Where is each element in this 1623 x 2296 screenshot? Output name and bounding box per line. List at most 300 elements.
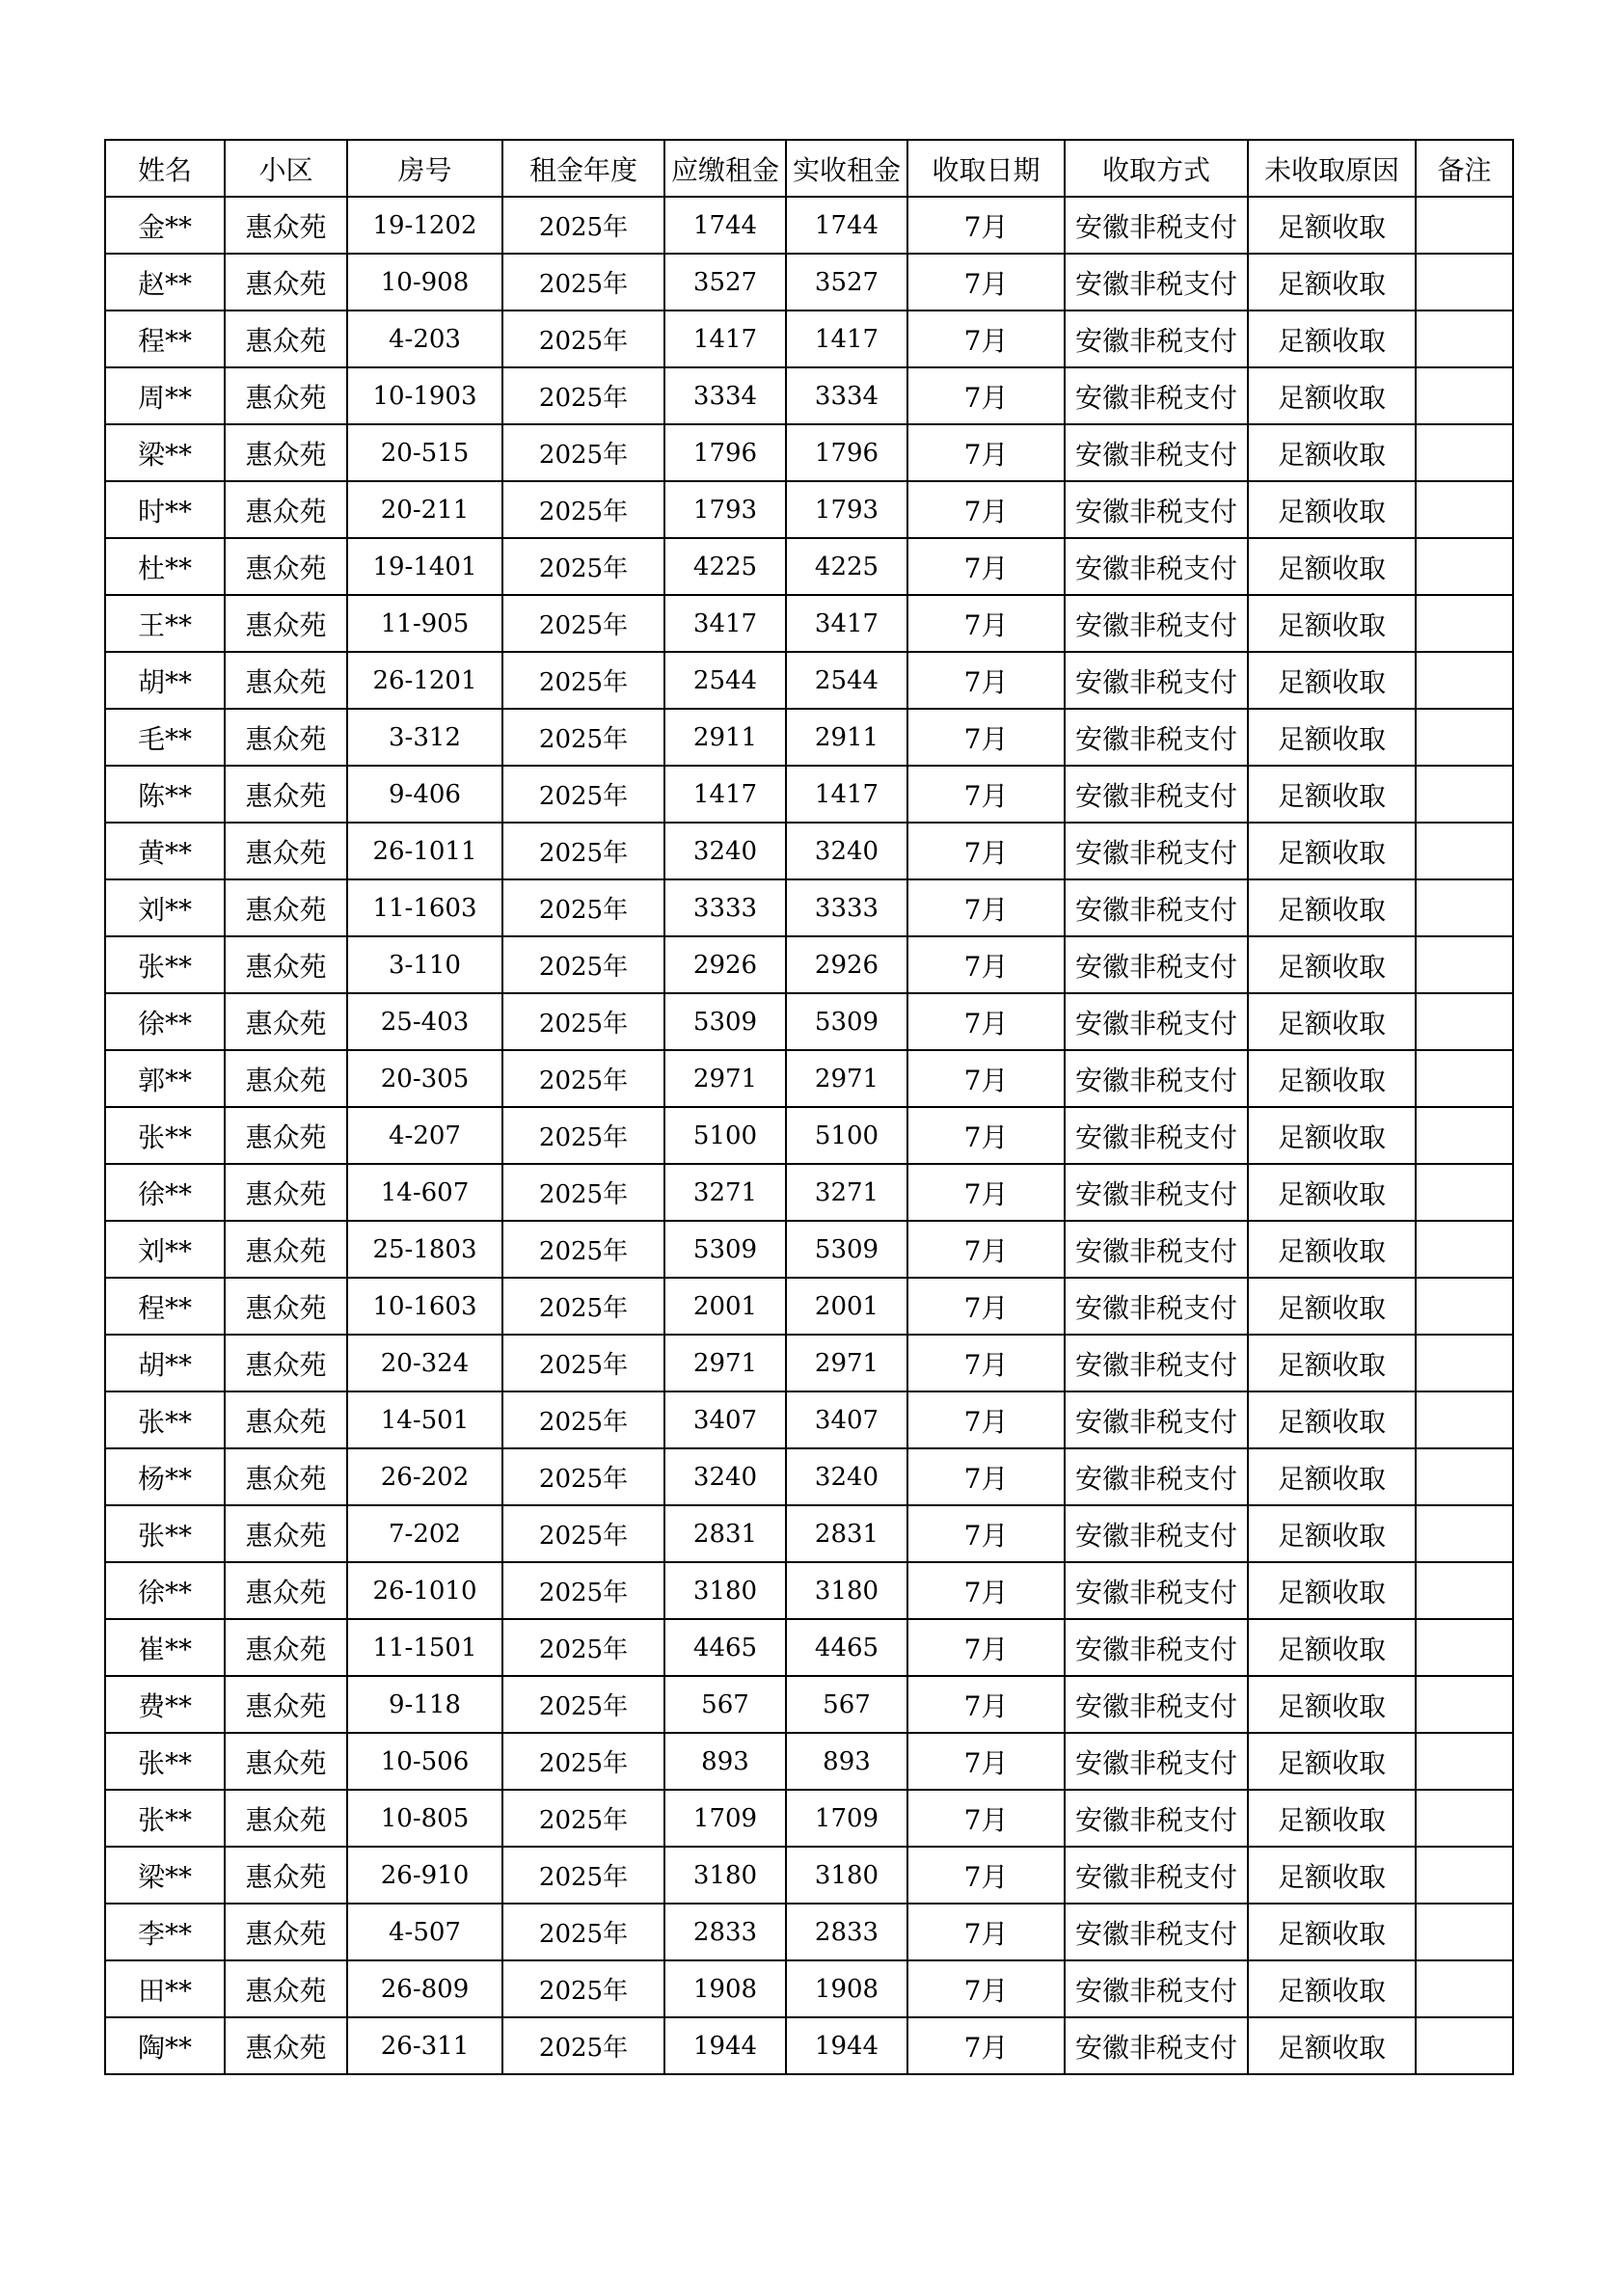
remarks-cell — [1416, 1448, 1513, 1505]
table-row — [105, 1278, 1513, 1335]
rent-due-cell: 1709 — [664, 1790, 786, 1847]
community-cell: 惠众苑 — [225, 1164, 347, 1221]
rent-received-cell: 3240 — [786, 1448, 907, 1505]
collection-method-cell: 安徽非税支付 — [1065, 1904, 1248, 1960]
table-row — [105, 1619, 1513, 1676]
remarks-cell — [1416, 481, 1513, 538]
rent-due-cell: 3180 — [664, 1562, 786, 1619]
name-cell: 金** — [105, 197, 225, 254]
collection-method-cell: 安徽非税支付 — [1065, 538, 1248, 595]
rent-year-cell: 2025年 — [502, 595, 664, 652]
table-row — [105, 424, 1513, 481]
rent-year-cell: 2025年 — [502, 823, 664, 879]
community-cell: 惠众苑 — [225, 538, 347, 595]
collection-method-cell: 安徽非税支付 — [1065, 1733, 1248, 1790]
collection-date-cell: 7月 — [907, 993, 1065, 1050]
collection-date-cell: 7月 — [907, 879, 1065, 936]
table-row — [105, 1676, 1513, 1733]
collection-date-cell: 7月 — [907, 1733, 1065, 1790]
remarks-cell — [1416, 197, 1513, 254]
name-cell: 杨** — [105, 1448, 225, 1505]
rent-due-cell: 3333 — [664, 879, 786, 936]
table-row — [105, 1960, 1513, 2017]
collection-date-cell: 7月 — [907, 1448, 1065, 1505]
collection-date-cell: 7月 — [907, 254, 1065, 311]
rent-received-cell: 1944 — [786, 2017, 907, 2074]
remarks-cell — [1416, 1733, 1513, 1790]
community-cell: 惠众苑 — [225, 1107, 347, 1164]
community-cell: 惠众苑 — [225, 1904, 347, 1960]
room-number-cell: 10-805 — [347, 1790, 502, 1847]
uncollected-reason-cell: 足额收取 — [1248, 823, 1416, 879]
name-cell: 王** — [105, 595, 225, 652]
rent-collection-table — [104, 139, 1514, 2075]
rent-year-cell: 2025年 — [502, 197, 664, 254]
rent-received-cell: 4465 — [786, 1619, 907, 1676]
room-number-cell: 10-506 — [347, 1733, 502, 1790]
name-cell: 张** — [105, 1790, 225, 1847]
collection-date-cell: 7月 — [907, 481, 1065, 538]
collection-method-cell: 安徽非税支付 — [1065, 1278, 1248, 1335]
table-row — [105, 652, 1513, 709]
collection-method-cell: 安徽非税支付 — [1065, 1960, 1248, 2017]
rent-year-cell: 2025年 — [502, 1562, 664, 1619]
rent-due-cell: 2911 — [664, 709, 786, 766]
name-cell: 刘** — [105, 879, 225, 936]
rent-received-cell: 1796 — [786, 424, 907, 481]
rent-year-cell: 2025年 — [502, 424, 664, 481]
rent-year-cell: 2025年 — [502, 1904, 664, 1960]
room-number-cell: 10-908 — [347, 254, 502, 311]
rent-due-cell: 3417 — [664, 595, 786, 652]
room-number-cell: 26-202 — [347, 1448, 502, 1505]
room-number-cell: 14-501 — [347, 1391, 502, 1448]
name-cell: 胡** — [105, 652, 225, 709]
table-row — [105, 367, 1513, 424]
table-row — [105, 254, 1513, 311]
collection-method-cell: 安徽非税支付 — [1065, 197, 1248, 254]
rent-due-cell: 1944 — [664, 2017, 786, 2074]
rent-received-cell: 2971 — [786, 1335, 907, 1391]
room-number-cell: 11-905 — [347, 595, 502, 652]
rent-due-cell: 2971 — [664, 1335, 786, 1391]
remarks-cell — [1416, 1164, 1513, 1221]
community-cell: 惠众苑 — [225, 1676, 347, 1733]
rent-due-cell: 2831 — [664, 1505, 786, 1562]
community-cell: 惠众苑 — [225, 993, 347, 1050]
community-cell: 惠众苑 — [225, 709, 347, 766]
community-cell: 惠众苑 — [225, 1050, 347, 1107]
rent-received-cell: 1417 — [786, 311, 907, 367]
collection-date-cell: 7月 — [907, 1562, 1065, 1619]
rent-due-cell: 5309 — [664, 1221, 786, 1278]
table-row — [105, 481, 1513, 538]
rent-received-cell: 1744 — [786, 197, 907, 254]
remarks-cell — [1416, 1790, 1513, 1847]
remarks-cell — [1416, 1847, 1513, 1904]
table-row — [105, 1391, 1513, 1448]
collection-method-cell: 安徽非税支付 — [1065, 1790, 1248, 1847]
collection-method-cell: 安徽非税支付 — [1065, 2017, 1248, 2074]
table-row — [105, 1050, 1513, 1107]
collection-method-cell: 安徽非税支付 — [1065, 1562, 1248, 1619]
room-number-cell: 20-324 — [347, 1335, 502, 1391]
uncollected-reason-cell: 足额收取 — [1248, 538, 1416, 595]
rent-year-cell: 2025年 — [502, 879, 664, 936]
room-number-cell: 7-202 — [347, 1505, 502, 1562]
name-cell: 毛** — [105, 709, 225, 766]
name-cell: 胡** — [105, 1335, 225, 1391]
remarks-cell — [1416, 595, 1513, 652]
header-room-number: 房号 — [347, 140, 502, 197]
table-row — [105, 766, 1513, 823]
uncollected-reason-cell: 足额收取 — [1248, 1847, 1416, 1904]
rent-received-cell: 893 — [786, 1733, 907, 1790]
collection-date-cell: 7月 — [907, 1847, 1065, 1904]
header-row — [105, 140, 1513, 197]
table-row — [105, 1448, 1513, 1505]
name-cell: 黄** — [105, 823, 225, 879]
room-number-cell: 20-305 — [347, 1050, 502, 1107]
community-cell: 惠众苑 — [225, 311, 347, 367]
room-number-cell: 25-1803 — [347, 1221, 502, 1278]
rent-received-cell: 2001 — [786, 1278, 907, 1335]
collection-date-cell: 7月 — [907, 1335, 1065, 1391]
community-cell: 惠众苑 — [225, 766, 347, 823]
remarks-cell — [1416, 1335, 1513, 1391]
uncollected-reason-cell: 足额收取 — [1248, 1164, 1416, 1221]
remarks-cell — [1416, 367, 1513, 424]
collection-date-cell: 7月 — [907, 1050, 1065, 1107]
community-cell: 惠众苑 — [225, 1391, 347, 1448]
name-cell: 梁** — [105, 424, 225, 481]
table-row — [105, 197, 1513, 254]
rent-due-cell: 1417 — [664, 766, 786, 823]
rent-received-cell: 2833 — [786, 1904, 907, 1960]
rent-due-cell: 1908 — [664, 1960, 786, 2017]
collection-date-cell: 7月 — [907, 2017, 1065, 2074]
rent-due-cell: 3180 — [664, 1847, 786, 1904]
table-row — [105, 823, 1513, 879]
collection-method-cell: 安徽非税支付 — [1065, 1448, 1248, 1505]
collection-method-cell: 安徽非税支付 — [1065, 1391, 1248, 1448]
collection-method-cell: 安徽非税支付 — [1065, 1505, 1248, 1562]
uncollected-reason-cell: 足额收取 — [1248, 481, 1416, 538]
name-cell: 陶** — [105, 2017, 225, 2074]
community-cell: 惠众苑 — [225, 1221, 347, 1278]
uncollected-reason-cell: 足额收取 — [1248, 1335, 1416, 1391]
rent-year-cell: 2025年 — [502, 993, 664, 1050]
uncollected-reason-cell: 足额收取 — [1248, 1448, 1416, 1505]
rent-year-cell: 2025年 — [502, 538, 664, 595]
room-number-cell: 4-203 — [347, 311, 502, 367]
collection-date-cell: 7月 — [907, 936, 1065, 993]
uncollected-reason-cell: 足额收取 — [1248, 1391, 1416, 1448]
rent-received-cell: 5309 — [786, 993, 907, 1050]
community-cell: 惠众苑 — [225, 879, 347, 936]
uncollected-reason-cell: 足额收取 — [1248, 879, 1416, 936]
room-number-cell: 26-311 — [347, 2017, 502, 2074]
table-row — [105, 1904, 1513, 1960]
remarks-cell — [1416, 1505, 1513, 1562]
header-collection-method: 收取方式 — [1065, 140, 1248, 197]
rent-year-cell: 2025年 — [502, 1278, 664, 1335]
table-row — [105, 595, 1513, 652]
room-number-cell: 10-1903 — [347, 367, 502, 424]
collection-method-cell: 安徽非税支付 — [1065, 766, 1248, 823]
collection-date-cell: 7月 — [907, 709, 1065, 766]
rent-received-cell: 2911 — [786, 709, 907, 766]
remarks-cell — [1416, 538, 1513, 595]
name-cell: 程** — [105, 311, 225, 367]
rent-received-cell: 3180 — [786, 1562, 907, 1619]
collection-date-cell: 7月 — [907, 1221, 1065, 1278]
collection-method-cell: 安徽非税支付 — [1065, 1847, 1248, 1904]
rent-due-cell: 3407 — [664, 1391, 786, 1448]
rent-due-cell: 1417 — [664, 311, 786, 367]
name-cell: 周** — [105, 367, 225, 424]
remarks-cell — [1416, 1960, 1513, 2017]
remarks-cell — [1416, 766, 1513, 823]
name-cell: 陈** — [105, 766, 225, 823]
rent-year-cell: 2025年 — [502, 2017, 664, 2074]
name-cell: 张** — [105, 1505, 225, 1562]
uncollected-reason-cell: 足额收取 — [1248, 766, 1416, 823]
rent-received-cell: 1709 — [786, 1790, 907, 1847]
room-number-cell: 3-110 — [347, 936, 502, 993]
uncollected-reason-cell: 足额收取 — [1248, 1107, 1416, 1164]
community-cell: 惠众苑 — [225, 197, 347, 254]
collection-date-cell: 7月 — [907, 766, 1065, 823]
collection-method-cell: 安徽非税支付 — [1065, 823, 1248, 879]
rent-due-cell: 893 — [664, 1733, 786, 1790]
table-body — [105, 197, 1513, 2074]
uncollected-reason-cell: 足额收取 — [1248, 1904, 1416, 1960]
rent-received-cell: 1417 — [786, 766, 907, 823]
header-collection-date: 收取日期 — [907, 140, 1065, 197]
name-cell: 张** — [105, 1733, 225, 1790]
rent-received-cell: 2831 — [786, 1505, 907, 1562]
community-cell: 惠众苑 — [225, 424, 347, 481]
table-row — [105, 1733, 1513, 1790]
remarks-cell — [1416, 936, 1513, 993]
collection-method-cell: 安徽非税支付 — [1065, 481, 1248, 538]
collection-date-cell: 7月 — [907, 1790, 1065, 1847]
room-number-cell: 9-406 — [347, 766, 502, 823]
uncollected-reason-cell: 足额收取 — [1248, 254, 1416, 311]
rent-received-cell: 3334 — [786, 367, 907, 424]
rent-due-cell: 1796 — [664, 424, 786, 481]
rent-due-cell: 3334 — [664, 367, 786, 424]
table-row — [105, 538, 1513, 595]
uncollected-reason-cell: 足额收取 — [1248, 936, 1416, 993]
name-cell: 徐** — [105, 1562, 225, 1619]
rent-received-cell: 3527 — [786, 254, 907, 311]
rent-year-cell: 2025年 — [502, 481, 664, 538]
uncollected-reason-cell: 足额收取 — [1248, 993, 1416, 1050]
community-cell: 惠众苑 — [225, 2017, 347, 2074]
rent-due-cell: 2544 — [664, 652, 786, 709]
table-row — [105, 1335, 1513, 1391]
name-cell: 杜** — [105, 538, 225, 595]
rent-received-cell: 4225 — [786, 538, 907, 595]
rent-due-cell: 567 — [664, 1676, 786, 1733]
name-cell: 张** — [105, 1107, 225, 1164]
uncollected-reason-cell: 足额收取 — [1248, 652, 1416, 709]
collection-date-cell: 7月 — [907, 595, 1065, 652]
rent-received-cell: 3407 — [786, 1391, 907, 1448]
collection-date-cell: 7月 — [907, 311, 1065, 367]
rent-received-cell: 1908 — [786, 1960, 907, 2017]
rent-due-cell: 3271 — [664, 1164, 786, 1221]
uncollected-reason-cell: 足额收取 — [1248, 1733, 1416, 1790]
collection-method-cell: 安徽非税支付 — [1065, 595, 1248, 652]
rent-year-cell: 2025年 — [502, 1335, 664, 1391]
rent-received-cell: 3180 — [786, 1847, 907, 1904]
community-cell: 惠众苑 — [225, 652, 347, 709]
rent-received-cell: 567 — [786, 1676, 907, 1733]
room-number-cell: 26-1011 — [347, 823, 502, 879]
remarks-cell — [1416, 1619, 1513, 1676]
rent-year-cell: 2025年 — [502, 254, 664, 311]
rent-due-cell: 1744 — [664, 197, 786, 254]
rent-year-cell: 2025年 — [502, 652, 664, 709]
name-cell: 崔** — [105, 1619, 225, 1676]
rent-year-cell: 2025年 — [502, 1221, 664, 1278]
rent-due-cell: 2833 — [664, 1904, 786, 1960]
collection-method-cell: 安徽非税支付 — [1065, 936, 1248, 993]
collection-date-cell: 7月 — [907, 424, 1065, 481]
community-cell: 惠众苑 — [225, 1505, 347, 1562]
table-row — [105, 1221, 1513, 1278]
room-number-cell: 26-1010 — [347, 1562, 502, 1619]
remarks-cell — [1416, 424, 1513, 481]
uncollected-reason-cell: 足额收取 — [1248, 2017, 1416, 2074]
collection-date-cell: 7月 — [907, 1904, 1065, 1960]
table-row — [105, 936, 1513, 993]
collection-method-cell: 安徽非税支付 — [1065, 311, 1248, 367]
rent-due-cell: 1793 — [664, 481, 786, 538]
uncollected-reason-cell: 足额收取 — [1248, 709, 1416, 766]
rent-due-cell: 4225 — [664, 538, 786, 595]
table-row — [105, 1562, 1513, 1619]
collection-method-cell: 安徽非税支付 — [1065, 993, 1248, 1050]
uncollected-reason-cell: 足额收取 — [1248, 311, 1416, 367]
room-number-cell: 11-1501 — [347, 1619, 502, 1676]
room-number-cell: 4-207 — [347, 1107, 502, 1164]
uncollected-reason-cell: 足额收取 — [1248, 424, 1416, 481]
header-uncollected-reason: 未收取原因 — [1248, 140, 1416, 197]
name-cell: 郭** — [105, 1050, 225, 1107]
table-row — [105, 1847, 1513, 1904]
name-cell: 时** — [105, 481, 225, 538]
collection-method-cell: 安徽非税支付 — [1065, 709, 1248, 766]
collection-method-cell: 安徽非税支付 — [1065, 1164, 1248, 1221]
collection-date-cell: 7月 — [907, 1619, 1065, 1676]
rent-year-cell: 2025年 — [502, 1050, 664, 1107]
rent-year-cell: 2025年 — [502, 1391, 664, 1448]
room-number-cell: 25-403 — [347, 993, 502, 1050]
name-cell: 赵** — [105, 254, 225, 311]
community-cell: 惠众苑 — [225, 1335, 347, 1391]
header-remarks: 备注 — [1416, 140, 1513, 197]
collection-date-cell: 7月 — [907, 652, 1065, 709]
uncollected-reason-cell: 足额收取 — [1248, 595, 1416, 652]
table-row — [105, 1164, 1513, 1221]
rent-received-cell: 3271 — [786, 1164, 907, 1221]
room-number-cell: 20-211 — [347, 481, 502, 538]
table-row — [105, 709, 1513, 766]
remarks-cell — [1416, 1107, 1513, 1164]
rent-year-cell: 2025年 — [502, 1676, 664, 1733]
collection-date-cell: 7月 — [907, 1676, 1065, 1733]
rent-received-cell: 1793 — [786, 481, 907, 538]
uncollected-reason-cell: 足额收取 — [1248, 1221, 1416, 1278]
rent-year-cell: 2025年 — [502, 1505, 664, 1562]
collection-method-cell: 安徽非税支付 — [1065, 1050, 1248, 1107]
remarks-cell — [1416, 1278, 1513, 1335]
rent-received-cell: 3417 — [786, 595, 907, 652]
community-cell: 惠众苑 — [225, 823, 347, 879]
collection-method-cell: 安徽非税支付 — [1065, 1676, 1248, 1733]
table-row — [105, 1505, 1513, 1562]
rent-received-cell: 2971 — [786, 1050, 907, 1107]
rent-received-cell: 2544 — [786, 652, 907, 709]
uncollected-reason-cell: 足额收取 — [1248, 197, 1416, 254]
collection-method-cell: 安徽非税支付 — [1065, 879, 1248, 936]
remarks-cell — [1416, 1904, 1513, 1960]
remarks-cell — [1416, 1391, 1513, 1448]
remarks-cell — [1416, 709, 1513, 766]
collection-date-cell: 7月 — [907, 538, 1065, 595]
collection-date-cell: 7月 — [907, 823, 1065, 879]
community-cell: 惠众苑 — [225, 1448, 347, 1505]
rent-due-cell: 3527 — [664, 254, 786, 311]
room-number-cell: 11-1603 — [347, 879, 502, 936]
remarks-cell — [1416, 1221, 1513, 1278]
remarks-cell — [1416, 1676, 1513, 1733]
rent-year-cell: 2025年 — [502, 311, 664, 367]
collection-date-cell: 7月 — [907, 1391, 1065, 1448]
table-row — [105, 2017, 1513, 2074]
rent-due-cell: 2001 — [664, 1278, 786, 1335]
remarks-cell — [1416, 2017, 1513, 2074]
rent-year-cell: 2025年 — [502, 1733, 664, 1790]
community-cell: 惠众苑 — [225, 936, 347, 993]
name-cell: 张** — [105, 1391, 225, 1448]
uncollected-reason-cell: 足额收取 — [1248, 1562, 1416, 1619]
rent-year-cell: 2025年 — [502, 1960, 664, 2017]
collection-method-cell: 安徽非税支付 — [1065, 254, 1248, 311]
name-cell: 徐** — [105, 993, 225, 1050]
collection-method-cell: 安徽非税支付 — [1065, 424, 1248, 481]
uncollected-reason-cell: 足额收取 — [1248, 1278, 1416, 1335]
room-number-cell: 9-118 — [347, 1676, 502, 1733]
uncollected-reason-cell: 足额收取 — [1248, 1790, 1416, 1847]
table-row — [105, 879, 1513, 936]
community-cell: 惠众苑 — [225, 1562, 347, 1619]
collection-date-cell: 7月 — [907, 1278, 1065, 1335]
collection-method-cell: 安徽非税支付 — [1065, 1619, 1248, 1676]
remarks-cell — [1416, 1050, 1513, 1107]
table-row — [105, 1790, 1513, 1847]
rent-year-cell: 2025年 — [502, 709, 664, 766]
community-cell: 惠众苑 — [225, 1847, 347, 1904]
table-row — [105, 1107, 1513, 1164]
uncollected-reason-cell: 足额收取 — [1248, 367, 1416, 424]
community-cell: 惠众苑 — [225, 481, 347, 538]
community-cell: 惠众苑 — [225, 1278, 347, 1335]
